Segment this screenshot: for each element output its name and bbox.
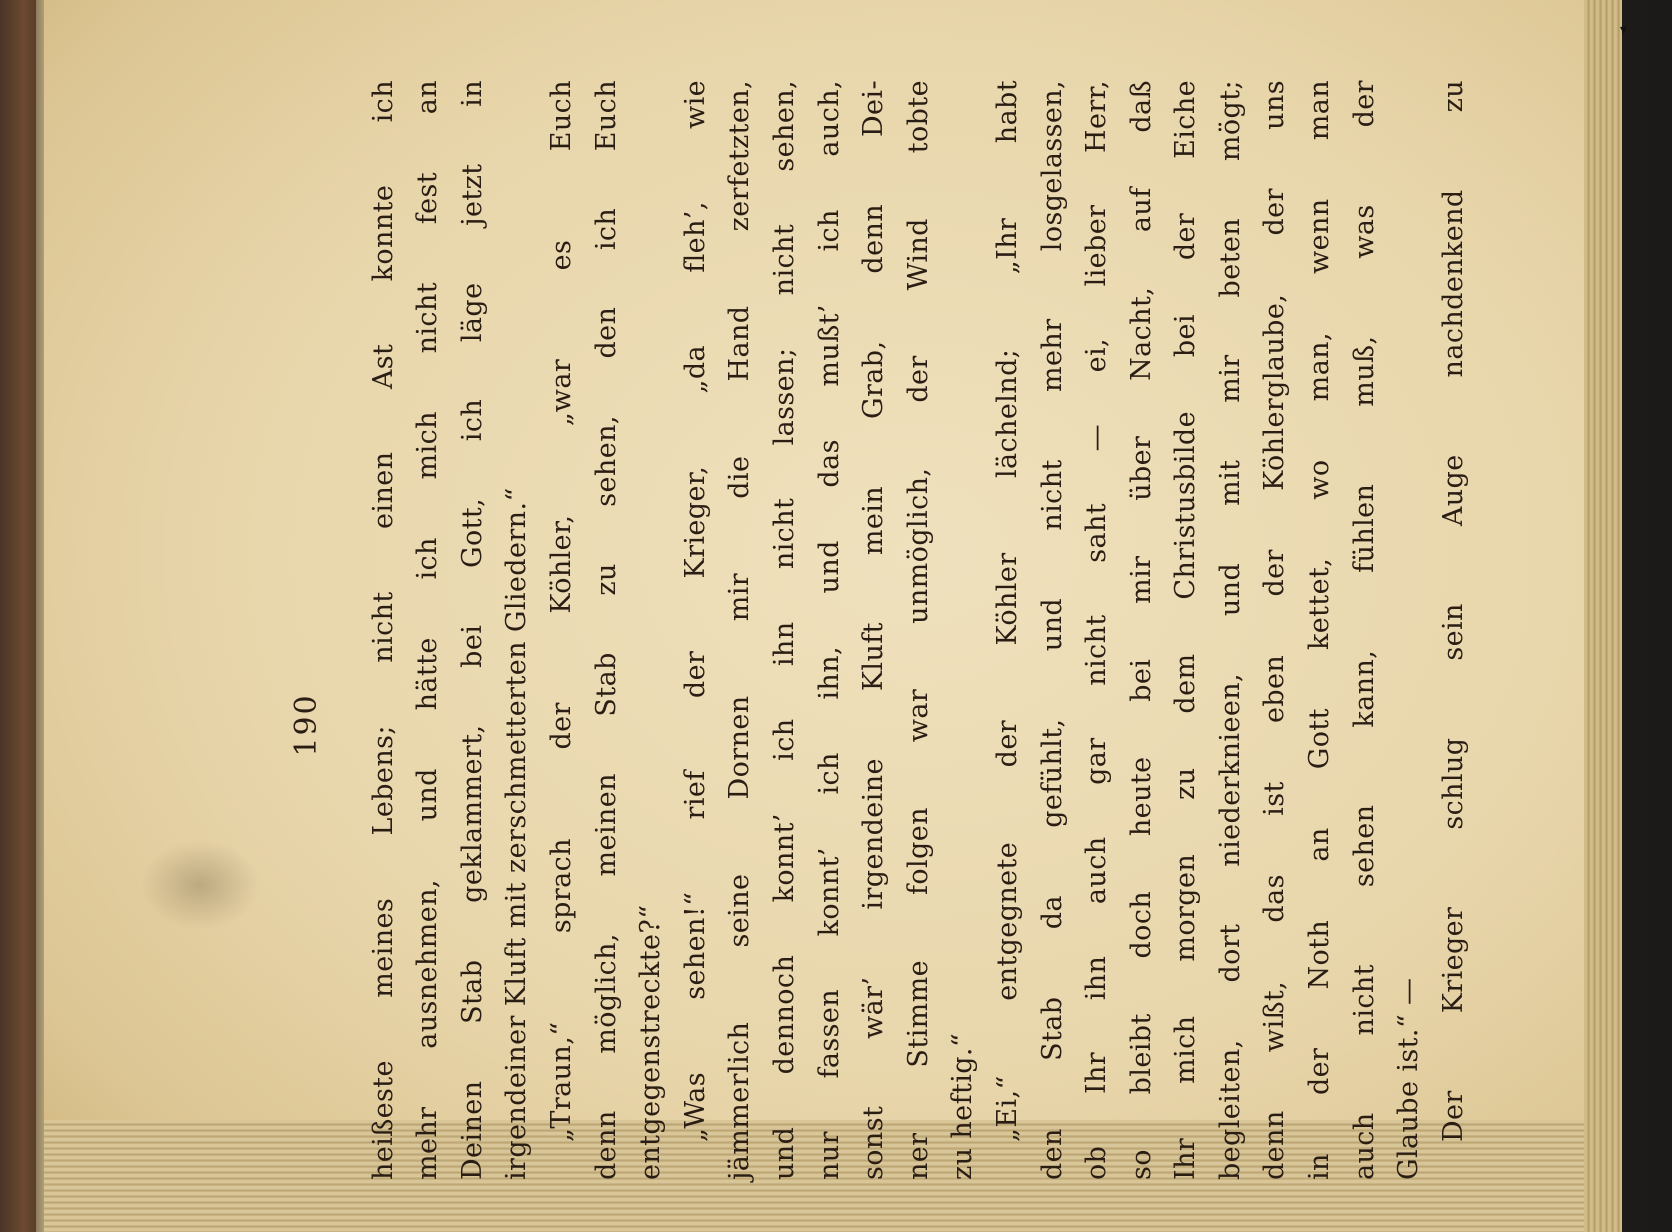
page-text-block bbox=[285, 80, 1476, 1180]
text-line: zu heftig.“ bbox=[947, 1032, 979, 1180]
text-line: irgendeiner Kluft mit zerschmetterten Gliedern.“ bbox=[501, 487, 533, 1180]
text-line: und dennoch konnt’ ich ihn nicht lassen; nicht sehen, bbox=[768, 80, 800, 1180]
text-line: denn möglich, meinen Stab zu sehen, den ich Euch bbox=[590, 80, 622, 1180]
page-stain bbox=[140, 840, 260, 930]
text-line: entgegenstreckte?“ bbox=[635, 904, 667, 1180]
text-line: heißeste meines Lebens; nicht einen Ast konnte ich bbox=[367, 80, 399, 1180]
text-lines bbox=[362, 80, 1477, 1180]
text-line: auch nicht sehen kann, fühlen muß, was der bbox=[1348, 80, 1380, 1180]
text-line: jämmerlich seine Dornen mir die Hand zerfetzten, bbox=[724, 80, 756, 1180]
text-line: „Traun,“ sprach der Köhler, „war es Euch bbox=[545, 80, 577, 1142]
text-line: begleiten, dort niederknieen, und mit mir beten mögt; bbox=[1214, 80, 1246, 1180]
text-line: Der Krieger schlug sein Auge nachdenkend zu bbox=[1437, 80, 1469, 1142]
text-line: denn wißt, das ist eben der Köhlerglaube, der uns bbox=[1259, 80, 1291, 1180]
text-line: ob Ihr ihn auch gar nicht saht — ei, lieber Herr, bbox=[1081, 80, 1113, 1180]
text-line: ner Stimme folgen war unmöglich, der Wind tobte bbox=[902, 80, 934, 1180]
text-line: den Stab da gefühlt, und nicht mehr losgelassen, bbox=[1036, 80, 1068, 1180]
page-number: 190 bbox=[289, 693, 324, 757]
text-line: sonst wär’ irgendeine Kluft mein Grab, denn Dei- bbox=[858, 80, 890, 1180]
text-line: Deinen Stab geklammert, bei Gott, ich läge jetzt in bbox=[456, 80, 488, 1180]
text-line: in der Noth an Gott kettet, wo man, wenn man bbox=[1304, 80, 1336, 1180]
text-line: nur fassen konnt’ ich ihn, und das mußt’ ich auch, bbox=[813, 80, 845, 1180]
text-line: „Ei,“ entgegnete der Köhler lächelnd; „Ihr habt bbox=[991, 80, 1023, 1142]
page-edges-right bbox=[1584, 0, 1622, 1232]
corner-mark: ▾ bbox=[1620, 22, 1628, 38]
text-line: so bleibt doch heute bei mir über Nacht, auf daß bbox=[1125, 80, 1157, 1180]
text-line: „Was sehen!“ rief der Krieger, „da fleh’, wie bbox=[679, 80, 711, 1142]
text-line: Ihr mich morgen zu dem Christusbilde bei der Eiche bbox=[1170, 80, 1202, 1180]
text-line: Glaube ist.“ — bbox=[1393, 977, 1425, 1180]
text-line: mehr ausnehmen, und hätte ich mich nicht fest an bbox=[412, 80, 444, 1180]
